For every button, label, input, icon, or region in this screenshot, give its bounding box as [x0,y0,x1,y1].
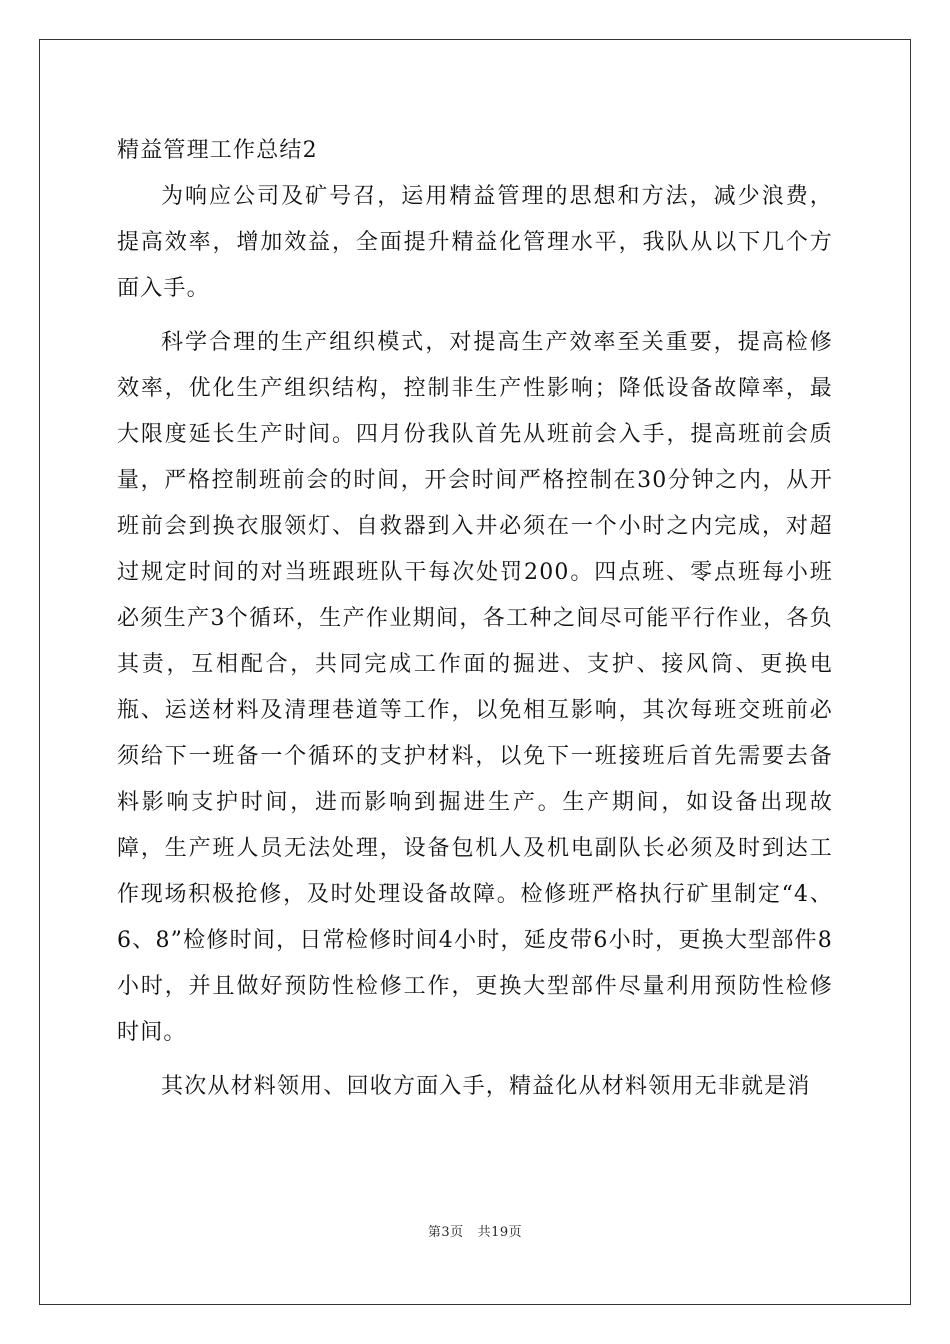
paragraph-2: 科学合理的生产组织模式，对提高生产效率至关重要，提高检修效率，优化生产组织结构，控制非生产性影响；降低设备故障率，最大限度延长生产时间。四月份我队首先从班前会入手，提高班前会质量，严格控制班前会的时间，开会时间严格控制在30分钟之内，从开班前会到换衣服领灯、自救器到入井必须在一个小时之内完成，对超过规定时间的对当班跟班队干每次处罚200。四点班、零点班每小班必须生产3个循环，生产作业期间，各工种之间尽可能平行作业，各负其责，互相配合，共同完成工作面的掘进、支护、接风筒、更换电瓶、运送材料及清理巷道等工作，以免相互影响，其次每班交班前必须给下一班备一个循环的支护材料，以免下一班接班后首先需要去备料影响支护时间，进而影响到掘进生产。生产期间，如设备出现故障，生产班人员无法处理，设备包机人及机电副队长必须及时到达工作现场积极抢修，及时处理设备故障。检修班严格执行矿里制定“4、6、8”检修时间，日常检修时间4小时，延皮带6小时，更换大型部件8小时，并且做好预防性检修工作，更换大型部件尽量利用预防性检修时间。 [117,330,833,1045]
paragraph-3: 其次从材料领用、回收方面入手，精益化从材料领用无非就是消 [161,1074,811,1099]
page-total: 共19页 [477,1225,523,1240]
paragraph-gap [117,1056,833,1064]
paragraph-1: 为响应公司及矿号召，运用精益管理的思想和方法，减少浪费，提高效率，增加效益，全面提升精益化管理水平，我队从以下几个方面入手。 [117,184,833,301]
paragraph-gap [117,312,833,320]
page-footer [0,1221,950,1240]
page-number: 第3页 [427,1225,464,1240]
document-title: 精益管理工作总结2 [117,138,318,163]
document-body [117,128,833,1110]
